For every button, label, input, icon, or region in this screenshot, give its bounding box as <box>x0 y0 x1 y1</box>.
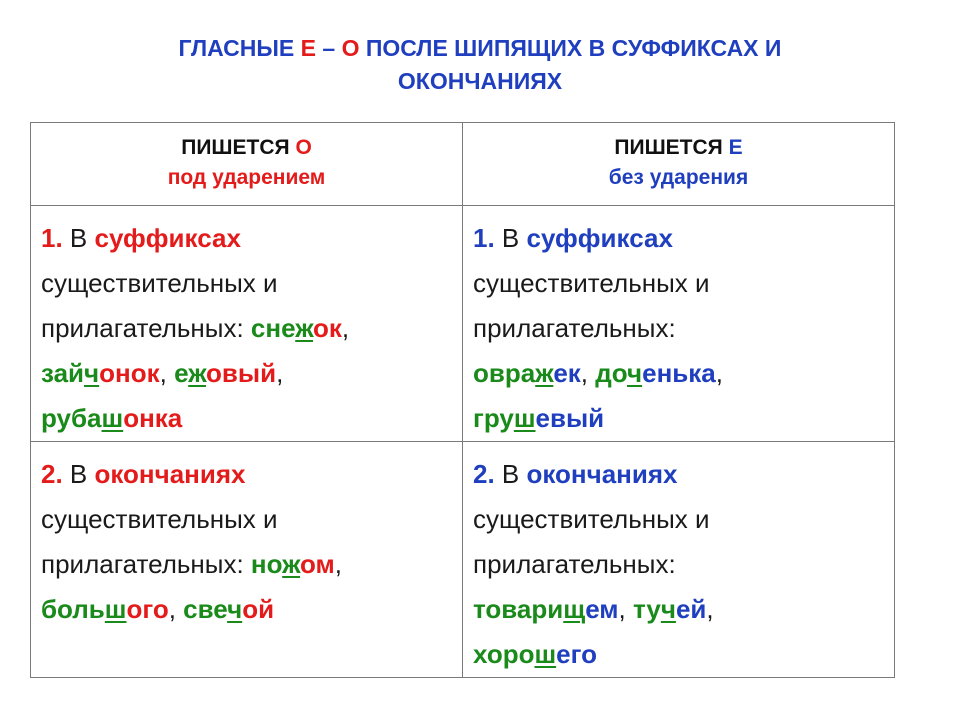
example-word: большого <box>41 594 169 624</box>
table-row <box>31 206 895 442</box>
rule-line: прилагательных: <box>473 313 676 343</box>
header-cell-e <box>463 123 895 206</box>
hissing-letter: ч <box>84 358 100 388</box>
example-word: хорошего <box>473 639 597 669</box>
rule-text: прилагательных: <box>41 313 251 343</box>
rule-line <box>41 452 452 497</box>
punct: , <box>159 358 175 388</box>
punct: , <box>706 594 714 624</box>
header-title-e <box>463 133 894 163</box>
rule-line <box>41 351 452 396</box>
hissing-letter: ч <box>227 594 243 624</box>
rules-table <box>30 122 895 678</box>
hissing-letter: ш <box>534 639 557 669</box>
header-letter-o: О <box>295 136 312 159</box>
rule-line: прилагательных: <box>473 549 676 579</box>
rule-keyword: суффиксах <box>94 223 241 253</box>
rule-cell-o-ending <box>31 442 463 678</box>
header-sub-o: под ударением <box>167 166 326 189</box>
hissing-letter: ж <box>535 358 554 388</box>
title-dash: – <box>315 35 342 61</box>
rule-line <box>41 216 452 261</box>
rule-prep: В <box>494 223 527 253</box>
title-letter-o: О <box>341 35 360 61</box>
hissing-letter: ш <box>104 594 127 624</box>
example-word: рубашонка <box>41 403 183 433</box>
punct: , <box>341 313 350 343</box>
rule-number: 1. <box>41 223 63 253</box>
hissing-letter: ж <box>282 549 300 579</box>
example-word: товарищем <box>473 594 619 624</box>
rule-line <box>473 351 884 396</box>
page-title <box>0 32 960 98</box>
rule-cell-e-suffix <box>463 206 895 442</box>
example-word: тучей <box>633 594 707 624</box>
punct: , <box>276 358 284 388</box>
title-text: ГЛАСНЫЕ <box>178 35 301 61</box>
header-letter-e: Е <box>728 136 743 159</box>
hissing-letter: ж <box>295 313 313 343</box>
table-row <box>31 442 895 678</box>
example-word: грушевый <box>473 403 605 433</box>
rule-prep: В <box>494 459 527 489</box>
example-word: ножом <box>250 549 335 579</box>
rule-line <box>473 587 884 632</box>
header-label: ПИШЕТСЯ <box>181 136 296 159</box>
example-word: овражек <box>473 358 581 388</box>
hissing-letter: ш <box>101 403 124 433</box>
example-word: зайчонок <box>41 358 160 388</box>
table-header-row <box>31 123 895 206</box>
hissing-letter: ч <box>627 358 643 388</box>
example-word: свечой <box>183 594 275 624</box>
hissing-letter: ж <box>188 358 206 388</box>
rule-keyword: окончаниях <box>526 459 678 489</box>
hissing-letter: ш <box>513 403 536 433</box>
rule-line <box>473 632 884 677</box>
rule-line: существительных и <box>41 268 278 298</box>
title-letter-e: Е <box>300 35 316 61</box>
rule-number: 2. <box>473 459 495 489</box>
header-title-o <box>31 133 462 163</box>
rule-line <box>473 216 884 261</box>
rule-text: прилагательных: <box>41 549 251 579</box>
rule-line <box>41 396 452 441</box>
rule-prep: В <box>62 459 95 489</box>
header-label: ПИШЕТСЯ <box>614 136 729 159</box>
rule-keyword: окончаниях <box>94 459 246 489</box>
rule-line <box>473 396 884 441</box>
rule-line <box>473 452 884 497</box>
rule-number: 2. <box>41 459 63 489</box>
title-text-rest: ПОСЛЕ ШИПЯЩИХ В СУФФИКСАХ И <box>359 35 782 61</box>
example-word: снежок <box>250 313 342 343</box>
example-word: доченька <box>595 358 716 388</box>
hissing-letter: щ <box>563 594 586 624</box>
rule-prep: В <box>62 223 95 253</box>
header-sub-e: без ударения <box>608 166 749 189</box>
punct: , <box>618 594 633 624</box>
hissing-letter: ч <box>660 594 676 624</box>
title-line-1 <box>0 32 960 65</box>
rule-keyword: суффиксах <box>526 223 673 253</box>
rule-line: существительных и <box>41 504 278 534</box>
title-line-2: ОКОНЧАНИЯХ <box>397 68 563 94</box>
rule-line <box>41 542 452 587</box>
rule-line <box>41 306 452 351</box>
rule-number: 1. <box>473 223 495 253</box>
rule-cell-o-suffix <box>31 206 463 442</box>
rule-line: существительных и <box>473 268 710 298</box>
punct: , <box>580 358 596 388</box>
rule-line <box>41 587 452 632</box>
rule-cell-e-ending <box>463 442 895 678</box>
punct: , <box>715 358 723 388</box>
example-word: ежовый <box>174 358 277 388</box>
rule-line: существительных и <box>473 504 710 534</box>
punct: , <box>334 549 342 579</box>
header-cell-o <box>31 123 463 206</box>
punct: , <box>168 594 184 624</box>
